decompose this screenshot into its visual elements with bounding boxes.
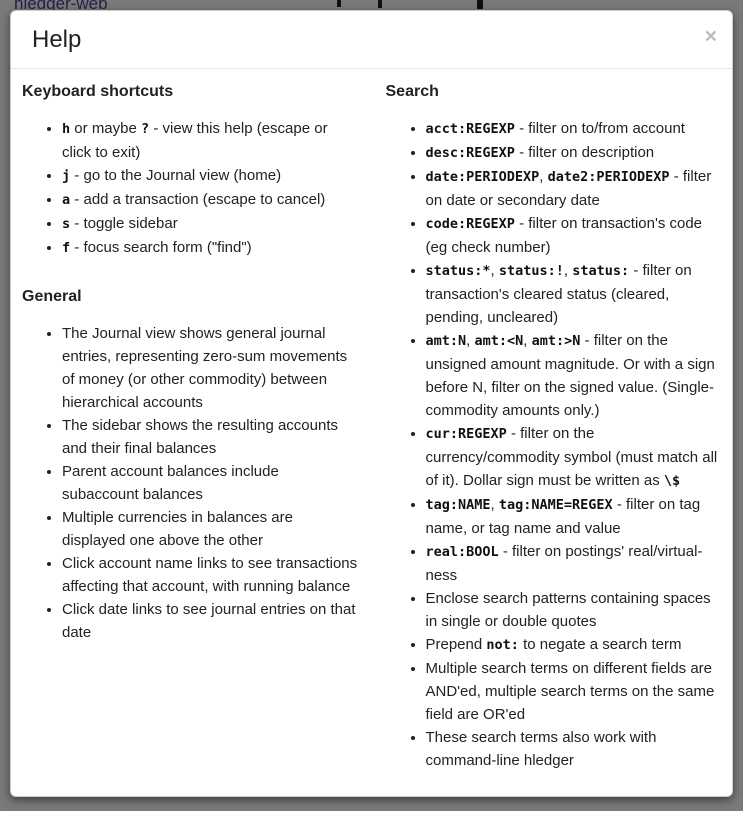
help-list — [386, 117, 722, 772]
code-term: tag:NAME — [425, 497, 491, 513]
code-term: status:! — [498, 263, 564, 279]
help-list — [22, 322, 358, 644]
code-term: date2:PERIODEXP — [547, 169, 670, 185]
list-item: • Multiple currencies in balances are displayed one above the other — [62, 506, 358, 552]
list-item: • The Journal view shows general journal entries, representing zero-sum movements of money (or other commodity) between hierarchical accounts — [62, 322, 358, 414]
modal-title: Help — [32, 26, 82, 53]
section-heading: General — [22, 288, 82, 305]
list-item: • Multiple search terms on different fields are AND'ed, multiple search terms on the same field are OR'ed — [426, 657, 722, 726]
code-term: desc:REGEXP — [425, 145, 515, 161]
code-term: cur:REGEXP — [425, 426, 507, 442]
close-icon[interactable]: × — [704, 25, 717, 48]
code-term: status:* — [425, 263, 491, 279]
list-item: • Parent account balances include subaccount balances — [62, 460, 358, 506]
code-term: j — [62, 168, 71, 184]
modal-body — [11, 69, 732, 818]
code-term: \$ — [663, 473, 681, 489]
list-item: • f - focus search form ("find") — [62, 236, 358, 260]
code-term: s — [62, 216, 71, 232]
code-term: amt:N — [425, 333, 467, 349]
list-item: • real:BOOL - filter on postings' real/virtual-ness — [426, 540, 722, 587]
help-modal — [10, 10, 733, 797]
code-term: real:BOOL — [425, 544, 499, 560]
list-item: • Prepend not: to negate a search term — [426, 633, 722, 657]
list-item: • a - add a transaction (escape to cancel) — [62, 188, 358, 212]
list-item: • date:PERIODEXP, date2:PERIODEXP - filter on date or secondary date — [426, 165, 722, 212]
code-term: code:REGEXP — [425, 216, 515, 232]
list-item: • Enclose search patterns containing spaces in single or double quotes — [426, 587, 722, 633]
list-item: • Click date links to see journal entries on that date — [62, 598, 358, 644]
section-heading: Search — [385, 83, 439, 100]
section-heading: Keyboard shortcuts — [22, 83, 174, 100]
list-item: • s - toggle sidebar — [62, 212, 358, 236]
code-term: h — [62, 121, 71, 137]
list-item: • j - go to the Journal view (home) — [62, 164, 358, 188]
list-item: • These search terms also work with command-line hledger — [426, 726, 722, 772]
code-term: ? — [141, 121, 150, 137]
list-item: • The sidebar shows the resulting accounts and their final balances — [62, 414, 358, 460]
code-term: amt:<N — [474, 333, 524, 349]
code-term: not: — [486, 637, 519, 653]
list-item: • cur:REGEXP - filter on the currency/commodity symbol (must match all of it). Dollar sign must be written as \$ — [426, 422, 722, 493]
list-item: • Click account name links to see transactions affecting that account, with running balance — [62, 552, 358, 598]
list-item: • tag:NAME, tag:NAME=REGEX - filter on tag name, or tag name and value — [426, 493, 722, 540]
help-column-right — [372, 81, 722, 798]
code-term: f — [62, 240, 71, 256]
code-term: a — [62, 192, 71, 208]
code-term: date:PERIODEXP — [425, 169, 540, 185]
code-term: acct:REGEXP — [425, 121, 515, 137]
help-list — [22, 117, 358, 260]
list-item: • status:*, status:!, status: - filter on transaction's cleared status (cleared, pending, uncleared) — [426, 259, 722, 329]
list-item: • h or maybe ? - view this help (escape or click to exit) — [62, 117, 358, 164]
list-item: • code:REGEXP - filter on transaction's code (eg check number) — [426, 212, 722, 259]
modal-header — [11, 11, 732, 69]
code-term: amt:>N — [531, 333, 581, 349]
list-item: • desc:REGEXP - filter on description — [426, 141, 722, 165]
list-item: • amt:N, amt:<N, amt:>N - filter on the unsigned amount magnitude. Or with a sign before N, filter on the signed value. (Single-commodity amounts only.) — [426, 329, 722, 422]
code-term: status: — [572, 263, 630, 279]
help-column-left — [22, 81, 372, 798]
code-term: tag:NAME=REGEX — [498, 497, 613, 513]
list-item: • acct:REGEXP - filter on to/from account — [426, 117, 722, 141]
